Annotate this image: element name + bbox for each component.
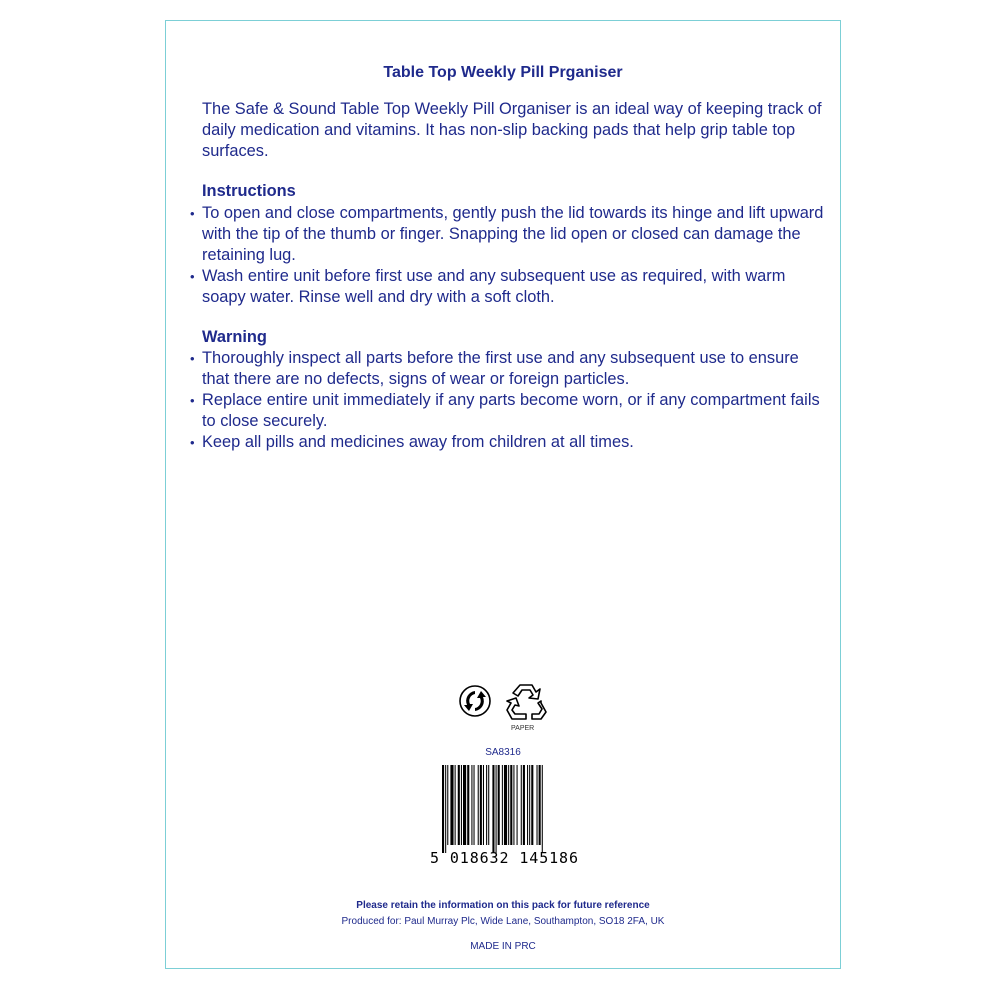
barcode-bar [521,765,522,845]
list-item: • To open and close compartments, gently push the lid towards its hinge and lift upward with the tip of the thumb or finger. Snapping the lid open or closed can damage the retaining lug. [190,204,824,264]
barcode-bar [523,765,525,845]
barcode-bar [508,765,509,845]
barcode-bar [463,765,466,845]
bullet: • [190,269,195,284]
green-dot-icon [459,685,491,717]
barcode-bar [471,765,472,845]
barcode-bar [510,765,512,845]
barcode-bar [455,765,456,845]
barcode-bar [480,765,482,845]
retain-notice: Please retain the information on this pack for future reference [356,900,650,911]
barcode-bar [498,765,500,845]
list-item: • Wash entire unit before first use and any subsequent use as required, with warm soapy water. Rinse well and dry with a soft cloth. [190,267,786,306]
product-info-card [165,20,841,969]
barcode-bar [539,765,541,845]
barcode-bar [474,765,475,845]
barcode-bar [467,765,469,845]
list-item: • Replace entire unit immediately if any parts become worn, or if any compartment fails to close securely. [190,391,820,430]
barcode-bar [537,765,538,845]
barcode-bar [504,765,507,845]
barcode-bar [458,765,460,845]
barcode-bar [450,765,453,845]
bullet: • [190,206,195,221]
bullet: • [190,393,195,408]
barcode-bar [492,765,494,853]
recycling-icons [456,681,556,741]
bullet: • [190,351,195,366]
instructions-heading: Instructions [202,182,296,200]
barcode-bar [442,765,444,853]
produced-for: Produced for: Paul Murray Plc, Wide Lane, Southampton, SO18 2FA, UK [341,916,665,927]
product-code: SA8316 [485,747,521,758]
barcode [430,765,580,865]
barcode-bar [447,765,448,845]
barcode-bar [483,765,484,845]
barcode-bar [445,765,446,853]
warning-heading: Warning [202,328,267,346]
recycle-label: PAPER [511,725,535,732]
intro-paragraph: The Safe & Sound Table Top Weekly Pill Organiser is an ideal way of keeping track of daily medication and vitamins. It has non-slip backing pads that help grip table top surfaces. [202,100,822,160]
barcode-bar [529,765,530,845]
barcode-bar [478,765,479,845]
made-in: MADE IN PRC [470,941,536,952]
barcode-bar [517,765,518,845]
barcode-bar [486,765,487,845]
bullet: • [190,435,195,450]
barcode-bar [502,765,503,845]
barcode-bar [496,765,497,853]
barcode-bar [488,765,489,845]
barcode-bar [542,765,543,853]
instructions-list [190,203,830,308]
barcode-bar [531,765,533,845]
barcode-bar [513,765,514,845]
recycle-icon [504,681,548,721]
page-title: Table Top Weekly Pill Prganiser [383,64,623,81]
barcode-bar [527,765,528,845]
barcode-bar [461,765,462,845]
list-item: • Thoroughly inspect all parts before the first use and any subsequent use to ensure that there are no defects, signs of wear or foreign particles. [190,349,799,388]
barcode-number: 5 018632 145186 [430,849,578,865]
list-item: • Keep all pills and medicines away from children at all times. [190,433,634,451]
warning-list [190,348,830,453]
